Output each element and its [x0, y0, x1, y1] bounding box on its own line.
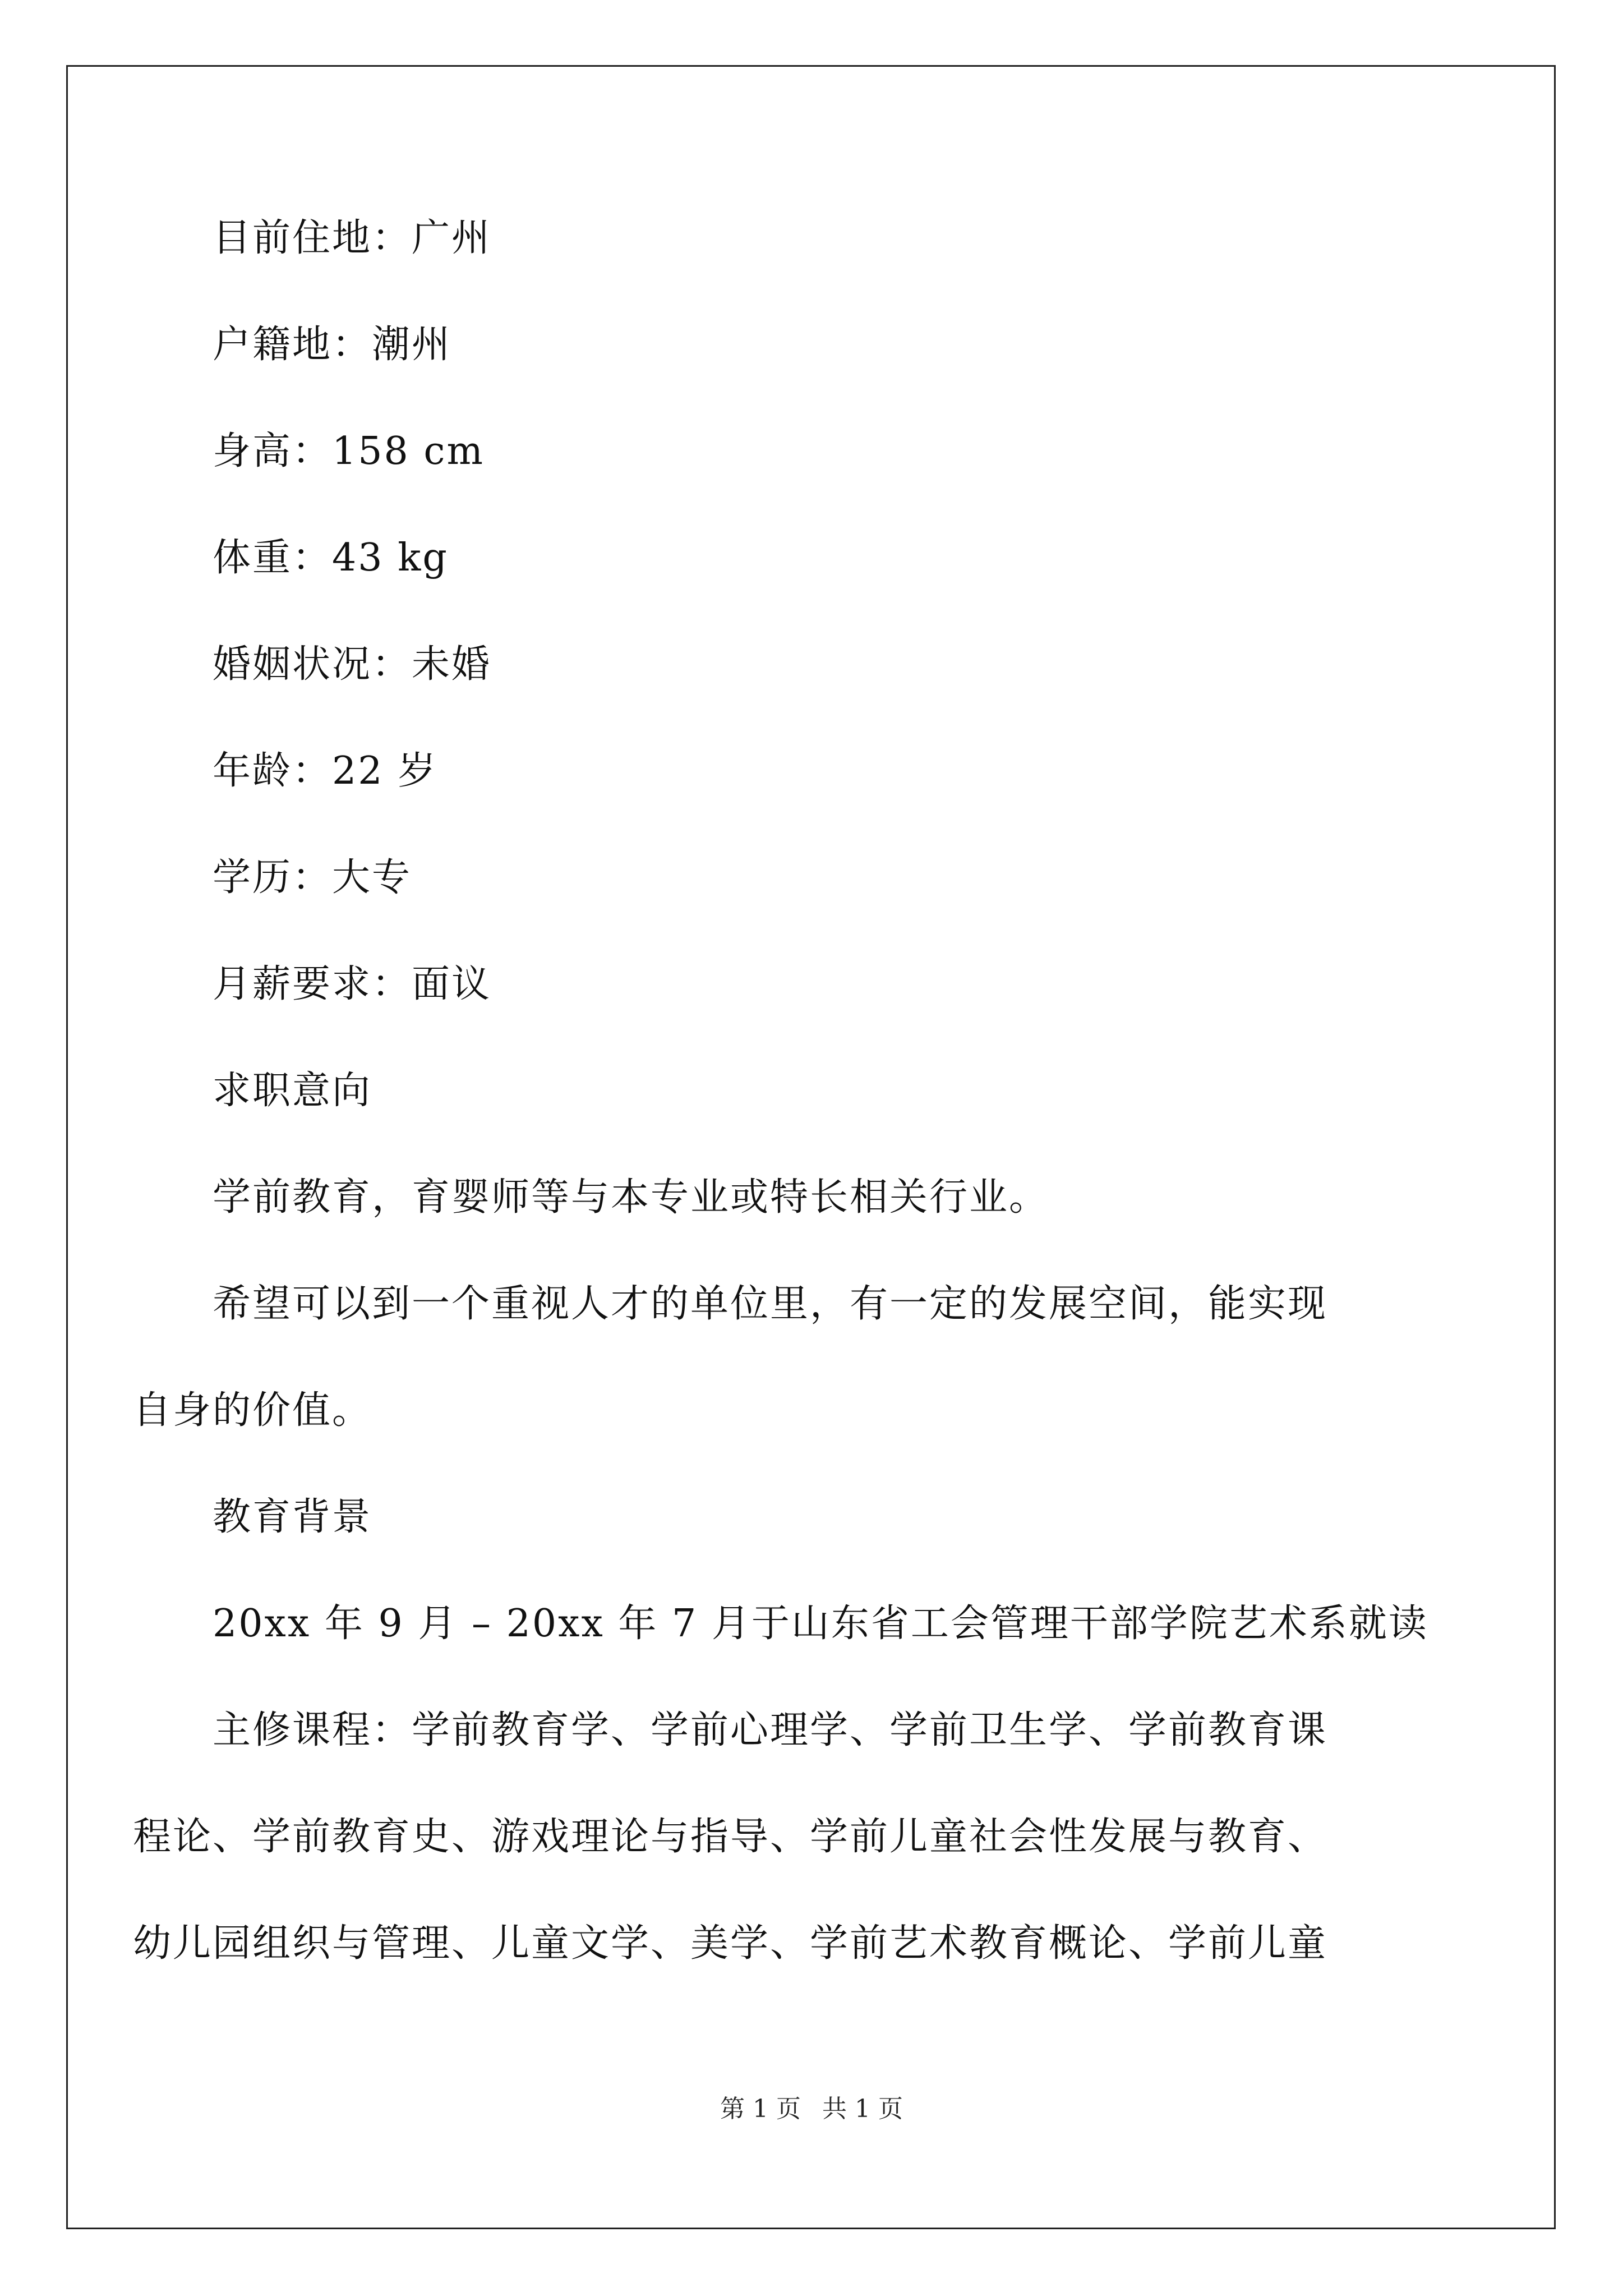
field-salary: 月薪要求：面议 [213, 962, 492, 1006]
field-weight: 体重：43 kg [213, 536, 449, 580]
field-current-residence: 目前住地：广州 [213, 216, 492, 260]
paragraph-line: 自身的价值。 [133, 1388, 372, 1433]
page-total: 共 1 页 [822, 2095, 903, 2123]
field-height: 身高：158 cm [213, 429, 485, 473]
field-age: 年龄：22 岁 [213, 749, 438, 793]
page-border [66, 65, 1556, 2229]
paragraph-line: 幼儿园组织与管理、儿童文学、美学、学前艺术教育概论、学前儿童 [133, 1921, 1328, 1966]
paragraph-line: 程论、学前教育史、游戏理论与指导、学前儿童社会性发展与教育、 [133, 1815, 1328, 1859]
paragraph-line: 学前教育，育婴师等与本专业或特长相关行业。 [213, 1175, 1049, 1220]
field-household-registration: 户籍地：潮州 [213, 323, 452, 367]
page-number: 第 1 页 [720, 2095, 801, 2123]
paragraph-line: 20xx 年 9 月 – 20xx 年 7 月于山东省工会管理干部学院艺术系就读 [213, 1602, 1428, 1646]
section-heading-education: 教育背景 [213, 1495, 372, 1539]
paragraph-line: 希望可以到一个重视人才的单位里，有一定的发展空间，能实现 [213, 1282, 1328, 1326]
page-footer [0, 2092, 1623, 2126]
field-marital-status: 婚姻状况：未婚 [213, 642, 492, 687]
field-education: 学历：大专 [213, 855, 412, 900]
paragraph-line: 主修课程：学前教育学、学前心理学、学前卫生学、学前教育课 [213, 1708, 1328, 1752]
section-heading-job-intention: 求职意向 [213, 1069, 372, 1113]
